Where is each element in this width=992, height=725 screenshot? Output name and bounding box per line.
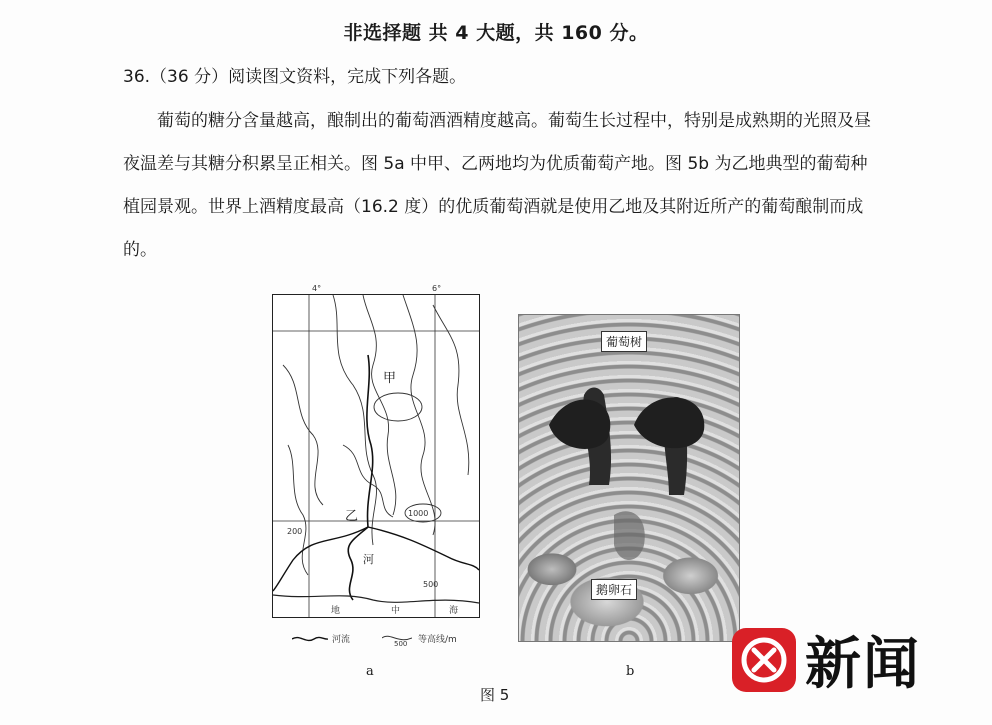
lon-tick-right: 6°	[432, 284, 442, 293]
sea-label-2: 中	[391, 606, 401, 616]
question-paragraph: 葡萄的糖分含量越高，酿制出的葡萄酒酒精度越高。葡萄生长过程中，特别是成熟期的光照及昼夜温差与其糖分积累呈正相关。图 5a 中甲、乙两地均为优质葡萄产地。图 5b 为乙地典型的葡萄种植园景观。世界上酒精度最高（16.2 度）的优质葡萄酒就是使用乙地及其附近所产的葡萄酿制而成的。	[123, 111, 871, 260]
label-grapevine: 葡萄树	[601, 331, 647, 352]
section-heading: 非选择题 共 4 大题，共 160 分。	[343, 22, 649, 44]
contour-label-1000: 1000	[408, 509, 429, 518]
place-jia: 甲	[383, 371, 397, 386]
logo-text: 新闻	[805, 631, 921, 697]
logo-glyph	[732, 628, 796, 692]
lon-tick-left: 4°	[312, 284, 322, 293]
contour-label-200: 200	[287, 527, 303, 536]
legend-contour-value: 500	[394, 640, 408, 648]
legend-contour: 等高线/m	[418, 635, 457, 645]
figure-caption: 图 5	[480, 686, 510, 704]
place-yi: 乙	[345, 509, 359, 524]
figure-5a-map	[272, 284, 478, 656]
zniu-logo-icon	[732, 628, 796, 692]
question-title: 36.（36 分）阅读图文资料，完成下列各题。	[123, 67, 467, 87]
contour-label-500: 500	[423, 580, 439, 589]
figure-5b-photo	[518, 314, 740, 642]
sea-label-1: 地	[331, 606, 341, 616]
map-frame	[272, 294, 480, 618]
legend-river-symbol	[292, 634, 328, 644]
subfigure-a-label: a	[366, 664, 374, 679]
label-pebbles: 鹅卵石	[591, 579, 637, 600]
map-drawing	[273, 295, 479, 617]
subfigure-b-label: b	[626, 664, 635, 679]
legend-river: 河流	[332, 635, 351, 645]
sea-label-3: 海	[449, 606, 459, 616]
river-label: 河	[363, 553, 374, 566]
